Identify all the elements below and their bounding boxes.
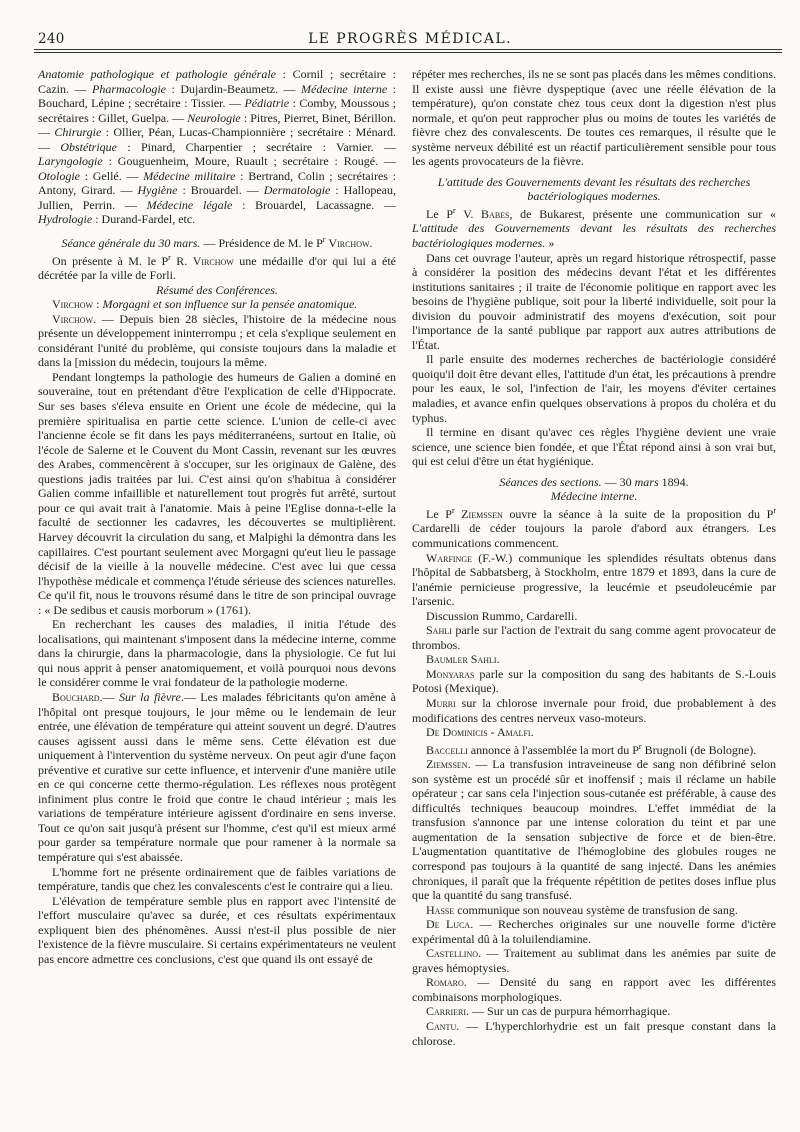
superscript-run: r xyxy=(773,505,776,515)
italic-run: L'attitude des Gouvernements devant les résultats des recherches bactériologiques modernes. xyxy=(437,174,751,204)
text-run: parle sur la composition du sang des habitants de S.-Louis Potosi (Mexique). xyxy=(412,666,776,696)
virchow-lecture-title xyxy=(38,297,396,312)
text-run: : Gouguenheim, Moure, Ruault ; secrétaire : Rougé. — xyxy=(102,154,396,169)
text-run: » xyxy=(545,236,555,251)
text-run: Discussion Rummo, Cardarelli. xyxy=(426,608,578,623)
name-run: Romaro xyxy=(426,975,464,990)
internal-medicine-heading xyxy=(412,489,776,504)
text-run: 1894. xyxy=(658,474,689,489)
name-run: Carrieri xyxy=(426,1004,467,1019)
italic-run: Anatomie pathologique et pathologie générale xyxy=(38,67,276,81)
baccelli-paragraph xyxy=(412,740,776,758)
castellino-paragraph xyxy=(412,946,776,975)
ziemssen-opening-paragraph xyxy=(412,504,776,551)
text-run: (F.-W.) communique les splendides résultats obtenus dans l'hôpital de Sabbatsberg, à Stockholm, entre 1879 et 1893, dans la cure de l'anémie pernicieuse progressive, la leucémie et pseudoleucémie par l'arsenic. xyxy=(412,550,776,609)
italic-run: Médecine militaire xyxy=(143,168,236,183)
name-run: De Luca xyxy=(426,917,471,932)
superscript-run: r xyxy=(451,505,455,515)
text-run: communique son nouveau système de transfusion de sang. xyxy=(454,902,738,917)
italic-run: Pharmacologie xyxy=(92,81,167,96)
superscript-run: r xyxy=(453,205,456,215)
italic-run: mars xyxy=(634,474,659,489)
muscular-fever-paragraph xyxy=(38,894,396,967)
italic-run: Séances des sections. xyxy=(499,474,602,489)
ziemssen-transfusion-paragraph xyxy=(412,757,776,902)
header-rule-thick xyxy=(34,52,782,53)
text-run: parle sur l'action de l'extrait du sang comme agent provocateur de thrombos. xyxy=(412,623,776,652)
italic-run: Chirurgie xyxy=(54,125,102,140)
name-run: Bouchard xyxy=(52,689,100,704)
text-run: Pendant longtemps la pathologie des humeurs de Galien a dominé en souveraine, tout en prétendant d'être l'explication de celle d'Hippocrate. Sur ses bases s'éleva ensuite en Orient une école de médecine, qui la première spiritualisa en partie cette science. L'union de celle-ci avec l'ancienne école se fit dans les pays méditerranéens, surtout en Italie, où l'école de Salerne et le Couvent du Mont Cassin, revenant sur les œuvres des Arabes, commencèrent à s'occuper, sur les originaux de Galène, des questions jadis traitées par lui. C'est ainsi qu'on s'habitua à considérer Galien comme infaillible et naturellement tout progrès fut arrêté, surtout pour ce qui avait trait à l'anatomie. Mais à peine l'Eglise donna-t-elle la faculté de sectionner les cadavres, les découvertes se multiplièrent. Harvey découvrit la circulation du sang, et Malpighi la démontra dans les capillaires. C'est pourtant seulement avec Morgagni qu'eut lieu le passage décisif de la vieille à la nouvelle médecine. C'est avec lui que cessa l'hypothèse médicale et commença l'étude sérieuse des sciences naturelles. Ce qu'il fit, nous le trouvons résumé dans le titre de son principal ouvrage : « De sedibus et causis morborum » (1761). xyxy=(38,369,396,617)
text-run: : Pinard, Charpentier ; secrétaire : Varnier. — xyxy=(117,139,396,154)
author-summary-paragraph xyxy=(412,251,776,353)
italic-run: L'attitude des Gouvernements devant les résultats des recherches bactériologiques modernes. xyxy=(412,221,776,251)
text-run: une médaille d'or qui lui a été décrétée par la ville de Forli. xyxy=(38,253,396,283)
text-run: — 30 xyxy=(601,474,635,489)
name-run: Castellino xyxy=(426,946,478,961)
lectures-heading xyxy=(38,283,396,298)
murri-paragraph xyxy=(412,696,776,725)
hasse-paragraph xyxy=(412,903,776,918)
text-run: . xyxy=(530,725,534,740)
name-run: Babes xyxy=(481,206,510,221)
name-run: Murri xyxy=(426,695,456,710)
discussion-line xyxy=(412,609,776,624)
right-column xyxy=(412,67,776,1117)
text-run: . xyxy=(369,236,373,251)
cantu-paragraph xyxy=(412,1019,776,1048)
bacteriology-paragraph xyxy=(412,352,776,425)
text-run: . xyxy=(496,652,500,667)
text-run: — Présidence de M. le P xyxy=(200,236,323,251)
text-run: : Ollier, Péan, Lucas-Championnière ; secrétaire : Ménard. — xyxy=(38,125,396,154)
italic-run: Hydrologie xyxy=(38,212,93,227)
text-run: : Bertrand, Colin ; secrétaires : Antony, Girard. — xyxy=(38,168,396,198)
superscript-run: r xyxy=(168,252,171,262)
sections-session-heading xyxy=(412,475,776,490)
italic-run: Pédiatrie xyxy=(244,96,290,111)
name-run: Baumler Sahli xyxy=(426,652,497,667)
romaro-paragraph xyxy=(412,975,776,1004)
text-run: : Brouardel, Lacassagne. — xyxy=(232,197,396,212)
text-run: On présente à M. le P xyxy=(52,253,169,268)
text-run: . — Traitement au sublimat dans les anémies par suite de graves hémoptysies. xyxy=(412,946,776,975)
hygiene-conclusion-paragraph xyxy=(412,425,776,469)
text-run: . — Sur un cas de purpura hémorrhagique. xyxy=(466,1004,671,1019)
text-run: L'élévation de température semble plus en rapport avec l'intensité de l'effort musculaire qu'avec sa durée, et ces résultats expérimentaux expliquent bien des phénomènes. Aussi n'est-il plus possible de nier l'existence de la fièvre musculaire. Si certains expérimentateurs ne veulent pas encore admettre ces conclusions, c'est que quand ils ont essayé de xyxy=(38,893,396,966)
header-rule xyxy=(34,49,782,50)
carrieri-paragraph xyxy=(412,1004,776,1019)
sahli-paragraph xyxy=(412,623,776,652)
italic-run: Neurologie xyxy=(187,110,241,125)
italic-run: Hygiène xyxy=(137,183,178,198)
text-run: : Durand-Fardel, etc. xyxy=(92,212,196,227)
text-run: Il parle ensuite des modernes recherches de bactériologie considéré quoiqu'il doit être devant elles, l'attitude d'un état, les précautions à prendre pour les eaux, le sol, l'infection de l'air, les moyens d'éviter certaines maladies, et avance enfin quelques observations à propos du choléra et du typhus. xyxy=(412,352,776,425)
text-run: : Bouchard, Lépine ; secrétaire : Tissier. — xyxy=(38,81,396,111)
text-run: ouvre la séance à la suite de la proposition du P xyxy=(502,506,774,521)
monyaras-paragraph xyxy=(412,667,776,696)
text-run: : Gellé. — xyxy=(80,168,144,183)
text-run: .— Les malades fébricitants qu'on amène à l'hôpital ont presque toujours, le jour même ou le lendemain de leur entrée, une élévation de température qui atteint souvent un degré. D'autres causes agissent aussi dans le même sens. Cette élévation est due uniquement à l'intervention du système nerveux. On peut agir d'une façon préventive et curative sur cette influence, et intervenir d'une manière utile en ce qui concerne cette thermo-régulation. Les réflexes nous protègent infiniment plus contre le froid que contre le chaud intérieur ; mais les variations de température intérieure agissent d'ordinaire en sens inverse. Tout ce qu'on sait jusqu'à présent sur l'homme, c'est qu'il est mieux armé pour garder sa température normale que pour ramener à la normale sa température qui s'est abaissée. xyxy=(38,689,396,864)
journal-title: LE PROGRÈS MÉDICAL. xyxy=(308,31,512,47)
text-run: : Hallopeau, Jullien, Perrin. — xyxy=(38,183,396,212)
text-run: Le P xyxy=(426,206,454,221)
text-run: En recherchant les causes des maladies, il initia l'étude des localisations, qui maintenant s'imposent dans la médecine interne, comme dans la chirurgie, dans la pharmacologie, dans la physiologie. Ce fut lui qui nous apprit à penser anatomiquement, et voilà pourquoi nous devons le considérer comme le vrai fondateur de la pathologie moderne. xyxy=(38,617,396,690)
text-run: : Dujardin-Beaumetz. — xyxy=(166,81,302,96)
text-run: . — L'hyperchlorhydrie est un fait presque constant dans la chlorose. xyxy=(412,1019,776,1048)
name-run: Ziemssen xyxy=(426,757,468,772)
dyspeptic-fever-paragraph xyxy=(412,67,776,169)
text-run: V. xyxy=(455,206,482,221)
name-run: Warfinge xyxy=(426,550,472,565)
text-run: . — Densité du sang en rapport avec les différentes combinaisons morphologiques. xyxy=(412,975,776,1004)
text-run: : Brouardel. — xyxy=(177,183,264,198)
text-run: : Cornil ; secrétaire : Cazin. — xyxy=(38,67,396,96)
italic-run: Otologie xyxy=(38,168,80,183)
text-run: . — Recherches originales sur une nouvelle forme d'ictère expérimental dû à la toluilendiamine. xyxy=(412,917,776,946)
de-luca-paragraph xyxy=(412,917,776,946)
text-run: : Pitres, Pierret, Binet, Bérillon. — xyxy=(38,110,396,140)
warfinge-paragraph xyxy=(412,551,776,609)
superscript-run: r xyxy=(638,741,642,751)
governments-heading xyxy=(412,175,776,204)
localisations-paragraph xyxy=(38,617,396,690)
left-column xyxy=(38,67,396,1117)
text-run: . — La transfusion intraveineuse de sang non défibriné selon son système est un procédé sûr et inoffensif ; mais il réclame un habile opérateur ; car sans cela l'injection sous-cutanée est préférable, à cause des difficultés techniques beaucoup moindres. L'effet immédiat de la transfusion s'annonce par une intense coloration du teint et par une augmentation de la sensation subjective de force et de bien-être. L'augmentation quantitative de l'hémoglobine des globules rouges ne correspond pas toujours à la quantité de sang injecté. Dans les anémies chroniques, il paraît que la fréquente répétition de petites doses influe plus que la quantité du sang transfusé. xyxy=(412,757,776,903)
name-run: Hasse xyxy=(426,902,455,917)
name-run: Monyaras xyxy=(426,666,475,681)
text-run: : xyxy=(93,297,103,312)
text-run: R. xyxy=(170,253,193,268)
italic-run: Séance générale du 30 mars. xyxy=(61,236,201,251)
text-run: Brugnoli (de Bologne). xyxy=(641,742,757,757)
name-run: Virchow xyxy=(328,236,370,251)
de-dominicis-line xyxy=(412,725,776,740)
page-number: 240 xyxy=(38,31,65,47)
text-run: L'homme fort ne présente ordinairement que de faibles variations de température, tandis que chez les convalescents c'est le contraire qui a lieu. xyxy=(38,864,396,894)
text-run: annonce à l'assemblée la mort du P xyxy=(467,742,639,757)
italic-run: Médecine interne. xyxy=(550,489,638,504)
name-run: Cantu xyxy=(426,1019,457,1033)
name-run: Ziemssen xyxy=(461,506,503,521)
italic-run: Dermatologie xyxy=(263,183,331,198)
babes-paragraph xyxy=(412,204,776,251)
italic-run: Sur la fièvre xyxy=(119,689,181,704)
text-run: Cardarelli de céder toujours la parole d'abord aux étrangers. Les communications commencent. xyxy=(412,521,776,550)
italic-run: Laryngologie xyxy=(38,154,103,169)
text-run: , de Bukarest, présente une communication sur « xyxy=(509,206,776,221)
italic-run: Obstétrique xyxy=(60,139,117,154)
name-run: Baccelli xyxy=(426,742,468,757)
virchow-paragraph xyxy=(38,312,396,370)
baumler-line xyxy=(412,652,776,667)
italic-run: Médecine légale xyxy=(146,197,233,212)
name-run: De Dominicis - Amalfi xyxy=(426,725,531,740)
text-run: Il termine en disant qu'avec ces règles l'hygiène devient une vraie science, une science bien fondée, et que l'État répond ainsi à son vrai but, qui est celui d'être un état hygiénique. xyxy=(412,425,776,469)
text-run: . — Depuis bien 28 siècles, l'histoire de la médecine nous présente un développement ininterrompu ; et cela s'explique seulement en considérant l'unité du problème, qui consiste toujours dans la maladie et dans la [mission du médecin, toujours la même. xyxy=(38,311,396,370)
text-run: sur la chlorose invernale pour froid, due probablement à des modifications des centres nerveux vaso-moteurs. xyxy=(412,695,776,725)
section-officers-list xyxy=(38,67,396,227)
text-run: : Comby, Moussous ; secrétaires : Gillet, Guelpa. — xyxy=(38,96,396,125)
text-run: Le P xyxy=(426,506,452,521)
strong-man-paragraph xyxy=(38,865,396,894)
name-run: Virchow xyxy=(52,311,94,326)
name-run: Virchow xyxy=(52,297,94,312)
bouchard-fever-paragraph xyxy=(38,690,396,865)
text-run: Dans cet ouvrage l'auteur, après un regard historique rétrospectif, passe à considérer la position des médecins devant l'état et les différentes institutions sanitaires ; il traite de l'économie politique en rapport avec les besoins de l'hygiène publique, soit pour la liberté individuelle, soit pour la division du pouvoir administratif des moyens d'exécution, soit pour l'importance de la santé publique par rapport aux autres attributions de l'État. xyxy=(412,250,776,352)
name-run: Virchow xyxy=(192,253,234,268)
superscript-run: r xyxy=(322,235,326,245)
italic-run: Médecine interne xyxy=(301,81,388,96)
general-session-heading xyxy=(38,233,396,251)
medal-paragraph xyxy=(38,251,396,283)
italic-run: Morgagni et son influence sur la pensée anatomique. xyxy=(102,297,358,312)
name-run: Sahli xyxy=(426,623,452,638)
text-run: .— xyxy=(99,689,120,704)
italic-run: Résumé des Conférences. xyxy=(156,282,278,297)
text-run: répéter mes recherches, ils ne se sont pas placés dans les mêmes conditions. Il existe aussi une fièvre dyspeptique (avec une réelle élévation de la température), qu'on constate chez tous ceux dont la digestion n'est plus normale, et qu'on peut rapprocher plus ou moins de toutes les variétés de fièvre chez des convalescents. De toutes ces remarques, il résulte que le système nerveux débilité est un réactif particulièrement sensible pour tous les agents provocateurs de la fièvre. xyxy=(412,67,776,169)
galien-paragraph xyxy=(38,370,396,617)
